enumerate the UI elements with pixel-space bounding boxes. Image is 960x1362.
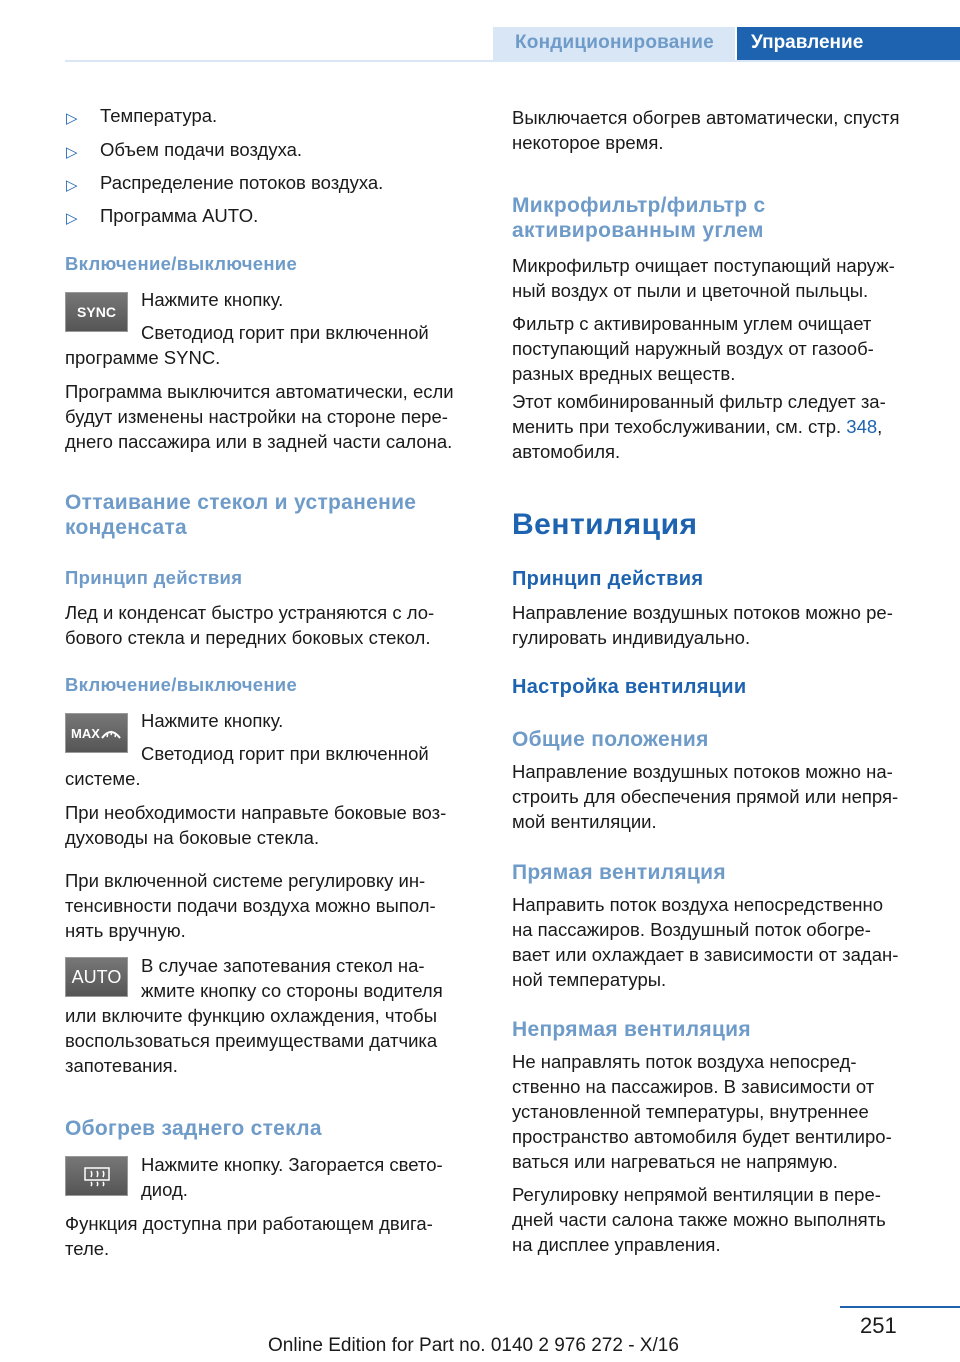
- bullet-icon: ▷: [66, 144, 78, 161]
- sync-para-line: будут изменены настройки на стороне пере-: [65, 406, 448, 427]
- defrost-heading-line2: конденсата: [65, 516, 188, 539]
- filter-p1: Микрофильтр очищает поступающий наруж-: [512, 255, 895, 276]
- rear-para: теле.: [65, 1238, 110, 1259]
- vent-heading: Вентиляция: [512, 508, 698, 541]
- intensity-para: При включенной системе регулировку ин-: [65, 870, 426, 891]
- filter-heading-line2: активированным углем: [512, 219, 764, 242]
- auto-button-icon: AUTO: [65, 957, 128, 997]
- header-section-tab: [493, 27, 735, 60]
- direct-heading: Прямая вентиляция: [512, 861, 726, 884]
- windshield-heat-icon: [100, 724, 122, 742]
- indirect-text: ваться или нагреваться не напрямую.: [512, 1151, 838, 1172]
- direct-text: на пассажиров. Воздушный поток обогре-: [512, 919, 871, 940]
- auto-para: воспользоваться преимуществами датчика: [65, 1030, 438, 1051]
- auto-para: или включите функцию охлаждения, чтобы: [65, 1005, 437, 1026]
- auto-text: жмите кнопку со стороны водителя: [141, 980, 443, 1001]
- sync-button-icon: SYNC: [65, 292, 128, 332]
- bullet-icon: ▷: [66, 110, 78, 127]
- footer-edition: Online Edition for Part no. 0140 2 976 272 - X/16: [268, 1335, 679, 1356]
- filter-p1: ный воздух от пыли и цветочной пыльцы.: [512, 280, 869, 301]
- vent-principle-heading: Принцип действия: [512, 568, 704, 590]
- vent-principle-text: Направление воздушных потоков можно ре-: [512, 602, 893, 623]
- filter-p3-text: менить при техобслуживании, см. стр.: [512, 416, 847, 437]
- indirect-text: установленной температуры, внутреннее: [512, 1101, 869, 1122]
- general-text: строить для обеспечения прямой или непря-: [512, 786, 899, 807]
- intro-text: некоторое время.: [512, 132, 664, 153]
- list-item: Объем подачи воздуха.: [100, 139, 303, 160]
- indirect-text2: на дисплее управления.: [512, 1234, 721, 1255]
- filter-p2: поступающий наружный воздух от газооб-: [512, 338, 874, 359]
- bullet-icon: ▷: [66, 210, 78, 227]
- auto-para: запотевания.: [65, 1055, 178, 1076]
- direct-text: Направить поток воздуха непосредственно: [512, 894, 884, 915]
- indirect-heading: Непрямая вентиляция: [512, 1018, 751, 1041]
- direct-text: ной температуры.: [512, 969, 667, 990]
- page-link-348[interactable]: 348: [846, 416, 878, 437]
- auto-text: В случае запотевания стекол на-: [141, 955, 425, 976]
- intensity-para: тенсивности подачи воздуха можно выпол-: [65, 895, 436, 916]
- filter-heading: Микрофильтр/фильтр с: [512, 194, 766, 217]
- indirect-text: ственно на пассажиров. В зависимости от: [512, 1076, 875, 1097]
- rear-defrost-button-icon: [65, 1156, 128, 1196]
- bullet-icon: ▷: [66, 177, 78, 194]
- header-chapter-tab: [737, 27, 960, 60]
- rear-text: Нажмите кнопку. Загорается свето-: [141, 1154, 443, 1175]
- header-rule: [65, 60, 960, 62]
- header-chapter-label: Управление: [751, 32, 864, 53]
- vent-principle-text: гулировать индивидуально.: [512, 627, 751, 648]
- principle-text: бового стекла и передних боковых стекол.: [65, 627, 431, 648]
- filter-p3-comma: ,: [877, 416, 883, 437]
- vent-settings-heading: Настройка вентиляции: [512, 676, 747, 698]
- indirect-text2: Регулировку непрямой вентиляции в пере-: [512, 1184, 881, 1205]
- footer-rule: [840, 1306, 960, 1308]
- page-number: 251: [860, 1313, 897, 1338]
- principle-heading: Принцип действия: [65, 567, 243, 588]
- filter-p3: автомобиля.: [512, 441, 621, 462]
- rear-text: диод.: [141, 1179, 188, 1200]
- indirect-text2: дней части салона также можно выполнять: [512, 1209, 886, 1230]
- list-item: Температура.: [100, 105, 218, 126]
- max-heading: Включение/выключение: [65, 674, 298, 695]
- filter-p2: разных вредных веществ.: [512, 363, 736, 384]
- general-text: Направление воздушных потоков можно на-: [512, 761, 893, 782]
- sync-text1: Нажмите кнопку.: [141, 289, 284, 310]
- max-text1: Нажмите кнопку.: [141, 710, 284, 731]
- intensity-para: нять вручную.: [65, 920, 186, 941]
- max-para: духоводы на боковые стекла.: [65, 827, 320, 848]
- general-heading: Общие положения: [512, 728, 709, 751]
- defrost-heading: Оттаивание стекол и устранение: [65, 491, 417, 514]
- sync-para-line: Программа выключится автоматически, если: [65, 381, 454, 402]
- sync-heading: Включение/выключение: [65, 253, 298, 274]
- rear-window-heat-icon: [82, 1165, 112, 1187]
- principle-text: Лед и конденсат быстро устраняются с ло-: [65, 602, 435, 623]
- general-text: мой вентиляции.: [512, 811, 657, 832]
- max-text2: Светодиод горит при включенной: [141, 743, 429, 764]
- direct-text: вает или охлаждает в зависимости от задан-: [512, 944, 899, 965]
- header-section-label: Кондиционирование: [515, 32, 714, 53]
- list-item: Программа AUTO.: [100, 205, 259, 226]
- max-text2b: системе.: [65, 768, 141, 789]
- indirect-text: пространство автомобиля будет вентилиро-: [512, 1126, 892, 1147]
- filter-p3: Этот комбинированный фильтр следует за-: [512, 391, 886, 412]
- rear-para: Функция доступна при работающем двига-: [65, 1213, 433, 1234]
- indirect-text: Не направлять поток воздуха непосред-: [512, 1051, 857, 1072]
- sync-text2: Светодиод горит при включенной: [141, 322, 429, 343]
- list-item: Распределение потоков воздуха.: [100, 172, 384, 193]
- filter-p2: Фильтр с активированным углем очищает: [512, 313, 872, 334]
- rear-heading: Обогрев заднего стекла: [65, 1117, 322, 1140]
- sync-para-line: днего пассажира или в задней части салона.: [65, 431, 453, 452]
- intro-text: Выключается обогрев автоматически, спустя: [512, 107, 900, 128]
- max-para: При необходимости направьте боковые воз-: [65, 802, 447, 823]
- filter-p3-line2: [512, 414, 882, 439]
- max-label: MAX: [71, 725, 100, 741]
- max-defrost-button-icon: [65, 713, 128, 753]
- sync-text2b: программе SYNC.: [65, 347, 221, 368]
